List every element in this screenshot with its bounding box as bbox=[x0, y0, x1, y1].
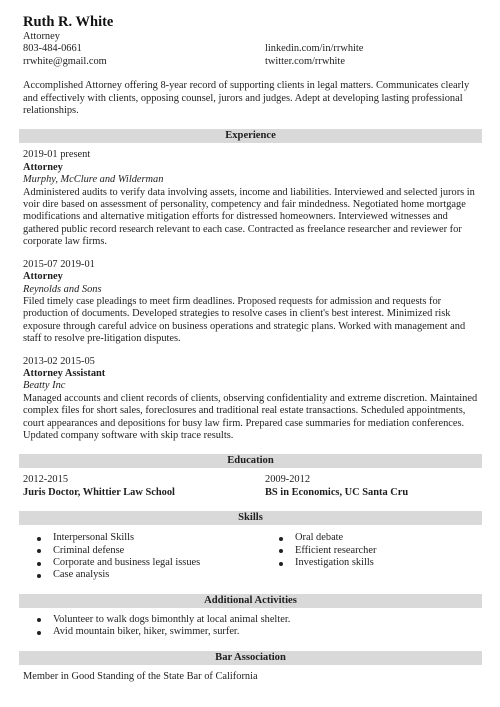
experience-heading: Experience bbox=[19, 129, 482, 143]
phone-number: 803-484-0661 bbox=[23, 43, 82, 55]
experience-title: Attorney bbox=[23, 161, 63, 173]
experience-dates: 2013-02 2015-05 bbox=[23, 355, 95, 367]
experience-item bbox=[23, 149, 478, 248]
linkedin-link[interactable]: linkedin.com/in/rrwhite bbox=[265, 43, 364, 55]
skill-item: Criminal defense bbox=[23, 545, 265, 557]
job-title: Attorney bbox=[23, 31, 60, 42]
skill-item: Interpersonal Skills bbox=[23, 532, 265, 544]
experience-description: Administered audits to verify data involving assets, income and liabilities. Interviewed and selected jurors in voir dire based on assessment of personality, competency and fair mindedness. Negotiated home mortgage modifications and alternative mitigation efforts for distressed homeowners. Interviewed witnesses and gathered public record research relevant to each case. Contracted as freelance researcher and reviewer for corporate law firms. bbox=[23, 186, 475, 248]
activity-item: Avid mountain biker, hiker, swimmer, surfer. bbox=[23, 626, 478, 638]
bar-association-heading: Bar Association bbox=[19, 651, 482, 665]
experience-title: Attorney Assistant bbox=[23, 367, 106, 379]
education-heading: Education bbox=[19, 454, 482, 468]
experience-item bbox=[23, 259, 478, 346]
skills-list bbox=[23, 531, 478, 582]
experience-dates: 2019-01 present bbox=[23, 149, 91, 161]
skill-item: Case analysis bbox=[23, 569, 265, 581]
experience-company: Beatty Inc bbox=[23, 380, 66, 392]
experience-company: Reynolds and Sons bbox=[23, 283, 102, 295]
resume-page bbox=[23, 14, 478, 683]
twitter-link[interactable]: twitter.com/rrwhite bbox=[265, 55, 345, 67]
resume-header bbox=[23, 14, 478, 68]
contact-right bbox=[265, 31, 478, 68]
education-item bbox=[265, 474, 478, 499]
experience-title: Attorney bbox=[23, 271, 63, 283]
experience-dates: 2015-07 2019-01 bbox=[23, 258, 95, 270]
email-address: rrwhite@gmail.com bbox=[23, 55, 107, 67]
skill-item: Investigation skills bbox=[265, 557, 478, 569]
activities-list bbox=[23, 614, 478, 639]
education-list bbox=[23, 474, 478, 499]
experience-description: Managed accounts and client records of clients, observing confidentiality and extreme discretion. Maintained complex files for short sales, foreclosures and traditional real estate transactions. Scheduled appointments, court appearances and depositions for busy law firm. Prepared case summaries for mediation conferences. Updated company software with skip trace results. bbox=[23, 392, 478, 441]
skill-item: Efficient researcher bbox=[265, 545, 478, 557]
education-degree: Juris Doctor, Whittier Law School bbox=[23, 486, 175, 498]
education-dates: 2012-2015 bbox=[23, 474, 69, 486]
education-item bbox=[23, 474, 265, 499]
education-dates: 2009-2012 bbox=[265, 474, 311, 486]
experience-item bbox=[23, 356, 478, 443]
professional-summary: Accomplished Attorney offering 8-year record of supporting clients in legal matters. Communicates clearly and effectively with clients, opposing counsel, jurors and judges. Adept at developing lasting professional relationships. bbox=[23, 80, 470, 117]
contact-block bbox=[23, 31, 478, 68]
education-degree: BS in Economics, UC Santa Cru bbox=[265, 486, 409, 498]
candidate-name: Ruth R. White bbox=[23, 14, 114, 30]
skills-heading: Skills bbox=[19, 511, 482, 525]
contact-left bbox=[23, 31, 265, 68]
skills-column-right bbox=[265, 532, 478, 582]
activities-heading: Additional Activities bbox=[19, 594, 482, 608]
skill-item: Corporate and business legal issues bbox=[23, 557, 265, 569]
bar-association-text: Member in Good Standing of the State Bar of California bbox=[23, 670, 258, 682]
experience-company: Murphy, McClure and Wilderman bbox=[23, 174, 164, 186]
activity-item: Volunteer to walk dogs bimonthly at local animal shelter. bbox=[23, 614, 478, 626]
skills-column-left bbox=[23, 532, 265, 582]
skill-item: Oral debate bbox=[265, 532, 478, 544]
experience-description: Filed timely case pleadings to meet firm deadlines. Proposed requests for admission and requests for production of documents. Developed strategies to resolve cases in client's best interest. Minimized risk exposure through careful advice on business operations and strategic plans. Worked with management and staff to resolve pre-litigation disputes. bbox=[23, 295, 466, 345]
experience-list bbox=[23, 149, 478, 442]
